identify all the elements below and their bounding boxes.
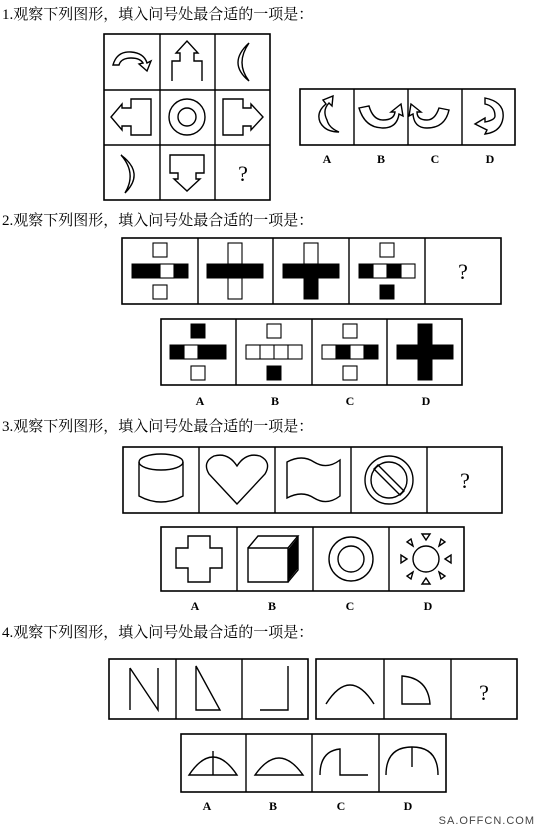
question-2-option-c-label: C (345, 394, 355, 408)
question-3-options (160, 526, 466, 594)
question-1-mark: ? (238, 161, 248, 186)
question-4-option-a-label: A (202, 799, 212, 813)
question-3-mark: ? (460, 468, 470, 493)
question-1-grid (103, 33, 273, 203)
question-2-sequence (121, 237, 503, 307)
question-4-mark: ? (479, 680, 489, 705)
question-4-option-c-label: C (336, 799, 346, 813)
question-4-option-b-label: B (268, 799, 277, 813)
question-3-option-c-label: C (345, 599, 355, 613)
question-2-mark: ? (458, 259, 468, 284)
question-1-title: 1.观察下列图形，填入问号处最合适的一项是： (2, 7, 314, 23)
question-3-sequence (122, 446, 504, 516)
question-3-option-b-label: B (267, 599, 276, 613)
question-2-option-d-label: D (421, 394, 431, 408)
question-1-option-c-label: C (430, 152, 440, 166)
question-2-option-b-label: B (270, 394, 279, 408)
question-4-option-d-label: D (403, 799, 413, 813)
question-1-option-a-label: A (322, 152, 332, 166)
question-3-option-d-label: D (423, 599, 433, 613)
question-3-option-a-label: A (190, 599, 200, 613)
question-1-option-b-label: B (376, 152, 385, 166)
question-3-title: 3.观察下列图形，填入问号处最合适的一项是： (2, 419, 314, 435)
question-1-option-d-label: D (485, 152, 495, 166)
watermark: SA.OFFCN.COM (438, 815, 535, 827)
question-4-title: 4.观察下列图形，填入问号处最合适的一项是： (2, 625, 314, 641)
question-2-options (160, 318, 464, 388)
question-4-options (180, 733, 448, 795)
question-4-sequence (108, 658, 520, 722)
question-2-title: 2.观察下列图形，填入问号处最合适的一项是： (2, 213, 314, 229)
question-2-option-a-label: A (195, 394, 205, 408)
question-1-options (299, 88, 517, 148)
